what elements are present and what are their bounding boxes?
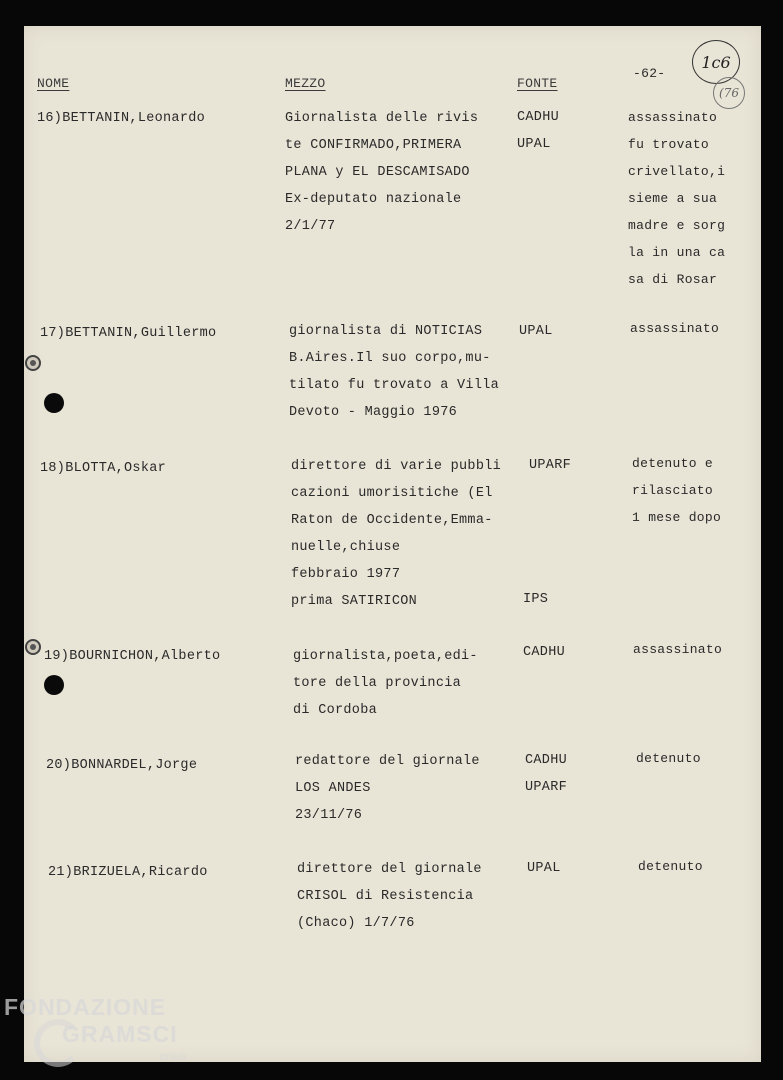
entry-name: 21)BRIZUELA,Ricardo xyxy=(48,865,208,880)
entry-fonte: UPAL xyxy=(519,324,553,339)
punch-hole xyxy=(44,675,64,695)
entry-name: 18)BLOTTA,Oskar xyxy=(40,461,167,476)
header-mezzo: MEZZO xyxy=(285,76,326,91)
entry-fonte: UPAL xyxy=(527,861,561,876)
entry-name: 19)BOURNICHON,Alberto xyxy=(44,649,221,664)
archive-watermark: FONDAZIONE GRAMSCI onlus xyxy=(4,993,178,1047)
reinforcement-ring xyxy=(25,639,41,655)
reinforcement-ring xyxy=(25,355,41,371)
header-fonte: FONTE xyxy=(517,76,558,91)
entry-note: assassinato fu trovato crivellato,i sieme a sua madre e sorg la in una ca sa di Rosar xyxy=(628,110,726,287)
entry-note: assassinato xyxy=(633,642,723,657)
entry-fonte: UPARF xyxy=(529,458,572,473)
entry-mezzo: redattore del giornale LOS ANDES 23/11/76 xyxy=(295,754,480,823)
entry-mezzo: Giornalista delle rivis te CONFIRMADO,PRIMERA PLANA y EL DESCAMISADO Ex-deputato nazionale 2/1/77 xyxy=(285,111,479,234)
entry-fonte: CADHU UPAL xyxy=(517,110,560,152)
entry-mezzo: direttore di varie pubbli cazioni umorisitiche (El Raton de Occidente,Emma- nuelle,chiuse febbraio 1977 prima SATIRICON xyxy=(291,459,502,609)
archive-stamp-circle: 1c6 xyxy=(692,40,740,84)
entry-note: detenuto xyxy=(636,751,701,766)
entry-fonte: CADHU xyxy=(523,645,566,660)
entry-fonte-extra: IPS xyxy=(523,592,549,607)
gramsci-logo-icon xyxy=(34,1019,82,1067)
archive-stamp-small-circle: (76 xyxy=(713,77,745,109)
entry-mezzo: giornalista di NOTICIAS B.Aires.Il suo corpo,mu- tilato fu trovato a Villa Devoto - Maggio 1976 xyxy=(289,324,500,420)
entry-name: 20)BONNARDEL,Jorge xyxy=(46,758,198,773)
punch-hole xyxy=(44,393,64,413)
header-nome: NOME xyxy=(37,76,70,91)
entry-fonte: CADHU UPARF xyxy=(525,753,568,795)
page-number: -62- xyxy=(633,66,666,81)
entry-note: assassinato xyxy=(630,321,720,336)
entry-name: 17)BETTANIN,Guillermo xyxy=(40,326,217,341)
entry-mezzo: direttore del giornale CRISOL di Resistencia (Chaco) 1/7/76 xyxy=(297,862,482,931)
entry-mezzo: giornalista,poeta,edi- tore della provincia di Cordoba xyxy=(293,649,478,718)
entry-note: detenuto xyxy=(638,859,703,874)
entry-note: detenuto e rilasciato 1 mese dopo xyxy=(632,456,722,525)
entry-name: 16)BETTANIN,Leonardo xyxy=(37,111,206,126)
